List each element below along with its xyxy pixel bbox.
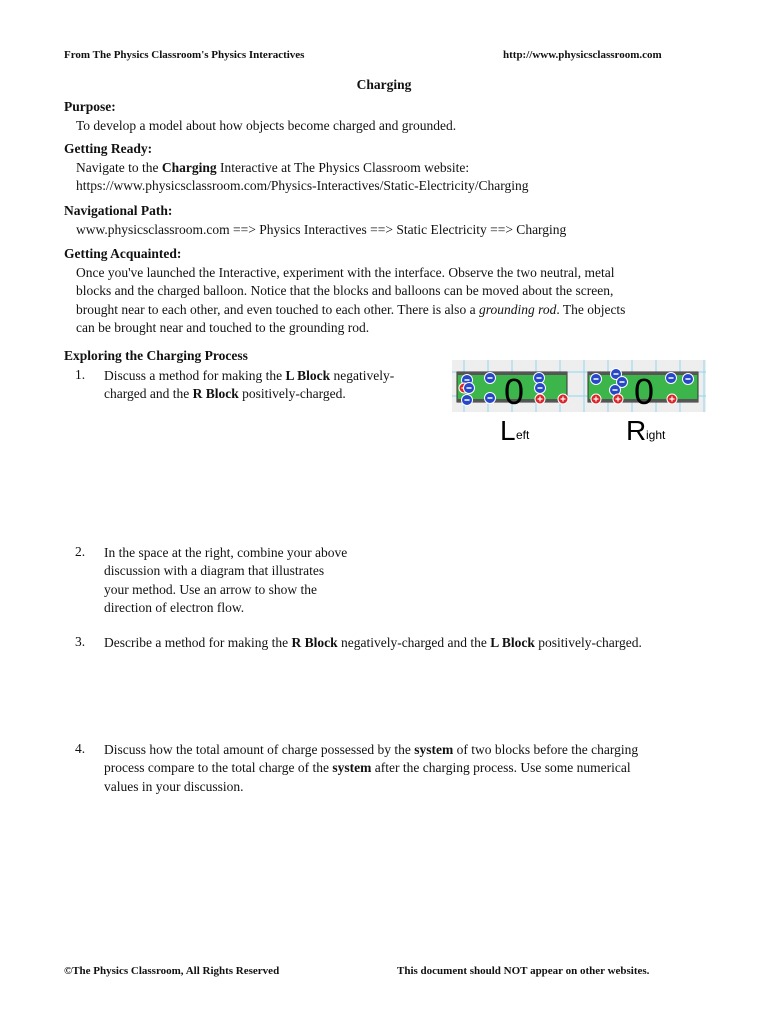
question-2-text: [104, 544, 347, 618]
q4-l1c: of two blocks before the charging: [453, 742, 639, 757]
q3-l-block: L Block: [490, 635, 535, 650]
question-3-number: 3.: [75, 634, 86, 649]
getting-ready-pre: Navigate to the: [76, 160, 162, 175]
acquainted-line3: [76, 301, 625, 319]
q2-line3: your method. Use an arrow to show the: [104, 581, 317, 597]
charging-label: Charging: [161, 160, 217, 175]
getting-ready-post: Interactive at The Physics Classroom website:: [216, 160, 470, 175]
q1-r-block: R Block: [192, 386, 239, 402]
footer-notice: This document should NOT appear on other websites.: [397, 965, 650, 977]
q4-line2: [104, 759, 638, 777]
nav-path-text: www.physicsclassroom.com ==> Physics Interactives ==> Static Electricity ==> Charging: [76, 222, 567, 237]
right-block-charge-value: 0: [633, 371, 655, 412]
left-label-letter: L: [500, 415, 516, 444]
q4-line3: values in your discussion.: [104, 778, 244, 794]
question-1-line2: [104, 385, 394, 403]
header-source: From The Physics Classroom's Physics Interactives: [64, 49, 305, 61]
getting-ready-text: [76, 159, 529, 196]
acquainted-line1: Once you've launched the Interactive, experiment with the interface. Observe the two neutral, metal: [76, 265, 615, 280]
left-label-rest: eft: [516, 428, 530, 442]
exploring-heading: Exploring the Charging Process: [64, 348, 248, 363]
q3-c: negatively-charged and the: [337, 635, 491, 650]
right-label-rest: ight: [646, 428, 666, 442]
q2-line4: direction of electron flow.: [104, 600, 245, 616]
getting-ready-heading: Getting Ready:: [64, 141, 153, 156]
q2-line1: In the space at the right, combine your above: [104, 545, 348, 560]
q1-l-block: L Block: [285, 368, 331, 383]
q2-line2: discussion with a diagram that illustrates: [104, 563, 325, 579]
interactive-url: https://www.physicsclassroom.com/Physics-Interactives/Static-Electricity/Charging: [76, 178, 529, 194]
q1-f: positively-charged.: [238, 386, 346, 402]
footer-copyright: ©The Physics Classroom, All Rights Reserved: [64, 965, 280, 977]
nav-path-heading: Navigational Path:: [64, 203, 173, 218]
acquainted-text: [76, 264, 625, 337]
q4-line1: [104, 741, 638, 759]
acquainted-heading: Getting Acquainted:: [64, 246, 182, 261]
q1-a: Discuss a method for making the: [104, 368, 286, 383]
acquainted-line3-post: . The objects: [556, 301, 626, 317]
blocks-figure: [452, 360, 706, 444]
right-label-letter: R: [626, 415, 647, 444]
q3-e: positively-charged.: [534, 635, 642, 650]
question-3-text: [104, 634, 642, 652]
acquainted-line2: blocks and the charged balloon. Notice that the blocks and balloons can be moved about the screen,: [76, 283, 614, 299]
question-1-line1: [104, 367, 394, 385]
header-url: http://www.physicsclassroom.com: [503, 49, 662, 61]
page-title: Charging: [356, 77, 412, 92]
q1-c: negatively-: [330, 368, 395, 383]
q4-l1a: Discuss how the total amount of charge possessed by the: [104, 742, 415, 757]
left-block-charge-value: 0: [503, 371, 525, 412]
question-4-number: 4.: [75, 741, 86, 756]
q3-r-block: R Block: [291, 635, 338, 650]
q4-system-1: system: [414, 742, 454, 757]
getting-ready-line1: [76, 159, 529, 177]
q4-system-2: system: [332, 760, 372, 776]
grounding-rod-term: grounding rod: [478, 301, 557, 317]
acquainted-line3-pre: brought near to each other, and even touched to each other. There is also a: [76, 301, 479, 317]
q4-l2a: process compare to the total charge of the: [104, 760, 333, 776]
question-1-text: [104, 367, 394, 404]
acquainted-line4: can be brought near and touched to the grounding rod.: [76, 319, 370, 335]
question-2-number: 2.: [75, 544, 86, 559]
purpose-heading: Purpose:: [64, 99, 116, 114]
q3-a: Describe a method for making the: [104, 635, 292, 650]
purpose-text: To develop a model about how objects become charged and grounded.: [76, 118, 457, 133]
question-1-number: 1.: [75, 367, 86, 382]
q4-l2c: after the charging process. Use some numerical: [371, 760, 631, 776]
q1-d: charged and the: [104, 386, 193, 402]
question-4-text: [104, 741, 638, 796]
